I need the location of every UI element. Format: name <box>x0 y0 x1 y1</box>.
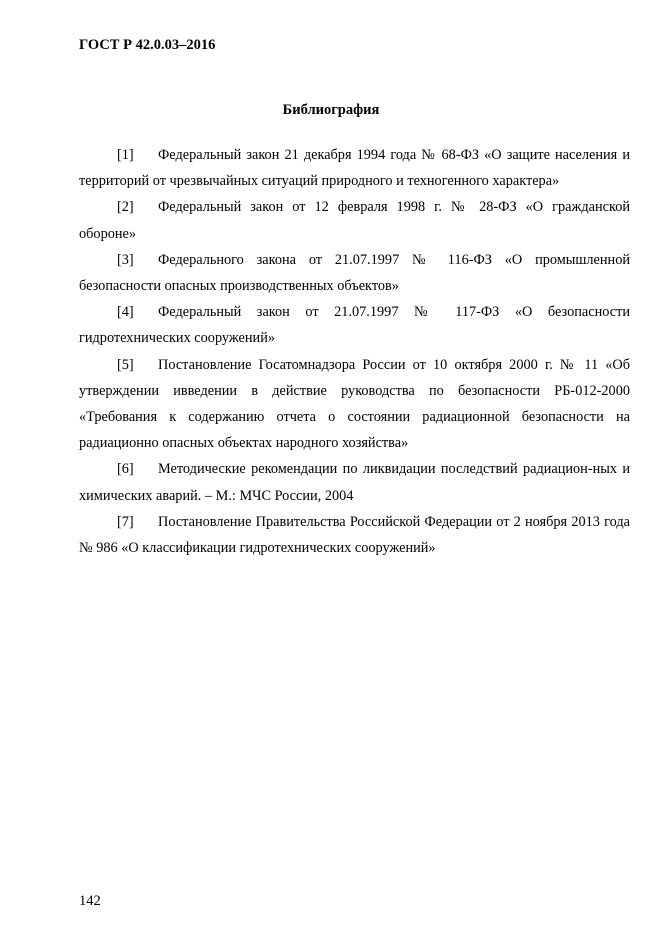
bibliography-entry <box>79 509 630 561</box>
bibliography-entry <box>79 142 630 194</box>
document-header-code: ГОСТ Р 42.0.03–2016 <box>79 37 216 53</box>
entry-number: [6] <box>117 461 134 478</box>
bibliography-list <box>79 142 630 561</box>
entry-text: Федеральный закон от 12 февраля 1998 г. № 28-ФЗ «О гражданской обороне» <box>79 199 630 242</box>
entry-number: [1] <box>117 147 134 163</box>
entry-number: [5] <box>117 356 134 373</box>
section-title: Библиография <box>282 102 380 118</box>
entry-text: Постановление Госатомнадзора России от 10 октября 2000 г. № 11 «Об утверждении ивведении в действие руководства по безопасности РБ-012-2000 «Требования к содержанию отчета о состоянии радиационной безопасности на радиационно опасных объектах народного хозяйства» <box>79 356 630 452</box>
bibliography-entry <box>79 194 630 246</box>
entry-text: Методические рекомендации по ликвидации последствий радиацион-ных и химических аварий. – М.: МЧС России, 2004 <box>79 461 630 504</box>
entry-text: Федеральный закон 21 декабря 1994 года № 68-ФЗ «О защите населения и территорий от чрезвычайных ситуаций природного и техногенного характера» <box>79 147 630 190</box>
bibliography-entry <box>79 247 630 299</box>
bibliography-entry <box>79 352 630 457</box>
page-number: 142 <box>79 893 101 909</box>
entry-text: Постановление Правительства Российской Федерации от 2 ноября 2013 года № 986 «О классификации гидротехнических сооружений» <box>79 513 630 557</box>
bibliography-entry <box>79 456 630 508</box>
entry-number: [4] <box>117 304 134 321</box>
entry-text: Федерального закона от 21.07.1997 № 116-ФЗ «О промышленной безопасности опасных производственных объектов» <box>79 251 630 295</box>
entry-number: [2] <box>117 199 134 216</box>
entry-number: [7] <box>117 513 134 530</box>
entry-number: [3] <box>117 251 134 268</box>
entry-text: Федеральный закон от 21.07.1997 № 117-ФЗ «О безопасности гидротехнических сооружений» <box>79 304 630 347</box>
bibliography-entry <box>79 299 630 351</box>
